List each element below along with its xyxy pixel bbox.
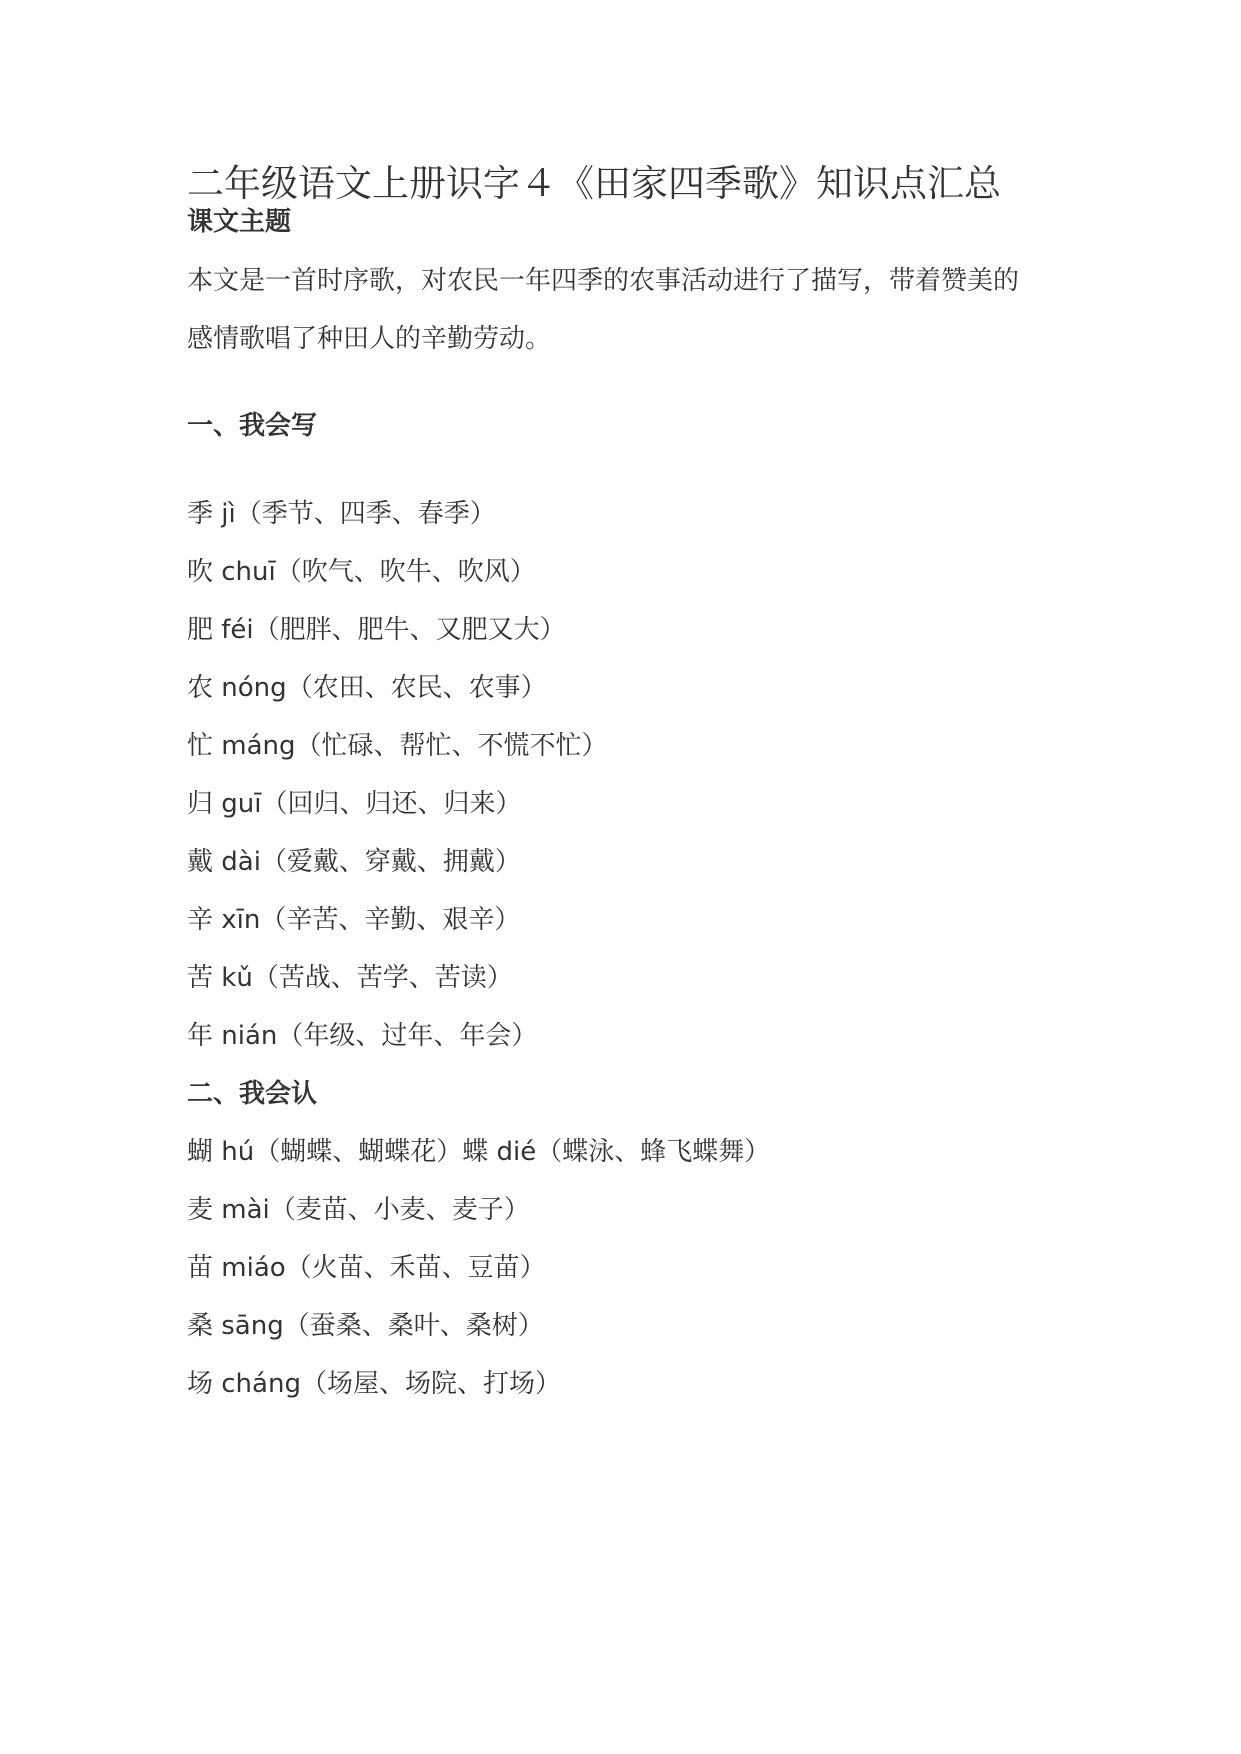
- read-item: 麦 mài（麦苗、小麦、麦子）: [187, 1195, 530, 1225]
- read-item: 桑 sāng（蚕桑、桑叶、桑树）: [187, 1311, 544, 1341]
- document-title: 二年级语文上册识字４《田家四季歌》知识点汇总: [187, 162, 1001, 205]
- write-item: 忙 máng（忙碌、帮忙、不慌不忙）: [187, 731, 608, 761]
- write-item: 农 nóng（农田、农民、农事）: [187, 673, 547, 703]
- read-section-heading: 二、我会认: [187, 1079, 318, 1109]
- write-item: 肥 féi（肥胖、肥牛、又肥又大）: [187, 615, 566, 645]
- theme-paragraph-line-2: 感情歌唱了种田人的辛勤劳动。: [187, 324, 552, 354]
- read-item: 蝴 hú（蝴蝶、蝴蝶花）蝶 dié（蝶泳、蜂飞蝶舞）: [187, 1137, 771, 1167]
- write-section-heading: 一、我会写: [187, 411, 318, 441]
- write-item: 季 jì（季节、四季、春季）: [187, 499, 496, 529]
- write-item: 辛 xīn（辛苦、辛勤、艰辛）: [187, 905, 521, 935]
- write-item: 年 nián（年级、过年、年会）: [187, 1021, 538, 1051]
- write-item: 吹 chuī（吹气、吹牛、吹风）: [187, 557, 536, 587]
- read-item: 苗 miáo（火苗、禾苗、豆苗）: [187, 1253, 546, 1283]
- write-item: 苦 kǔ（苦战、苦学、苦读）: [187, 963, 513, 993]
- theme-heading: 课文主题: [187, 207, 292, 237]
- write-item: 归 guī（回归、归还、归来）: [187, 789, 522, 819]
- read-item: 场 cháng（场屋、场院、打场）: [187, 1369, 561, 1399]
- theme-paragraph-line-1: 本文是一首时序歌，对农民一年四季的农事活动进行了描写，带着赞美的: [187, 266, 1020, 296]
- write-item: 戴 dài（爱戴、穿戴、拥戴）: [187, 847, 521, 877]
